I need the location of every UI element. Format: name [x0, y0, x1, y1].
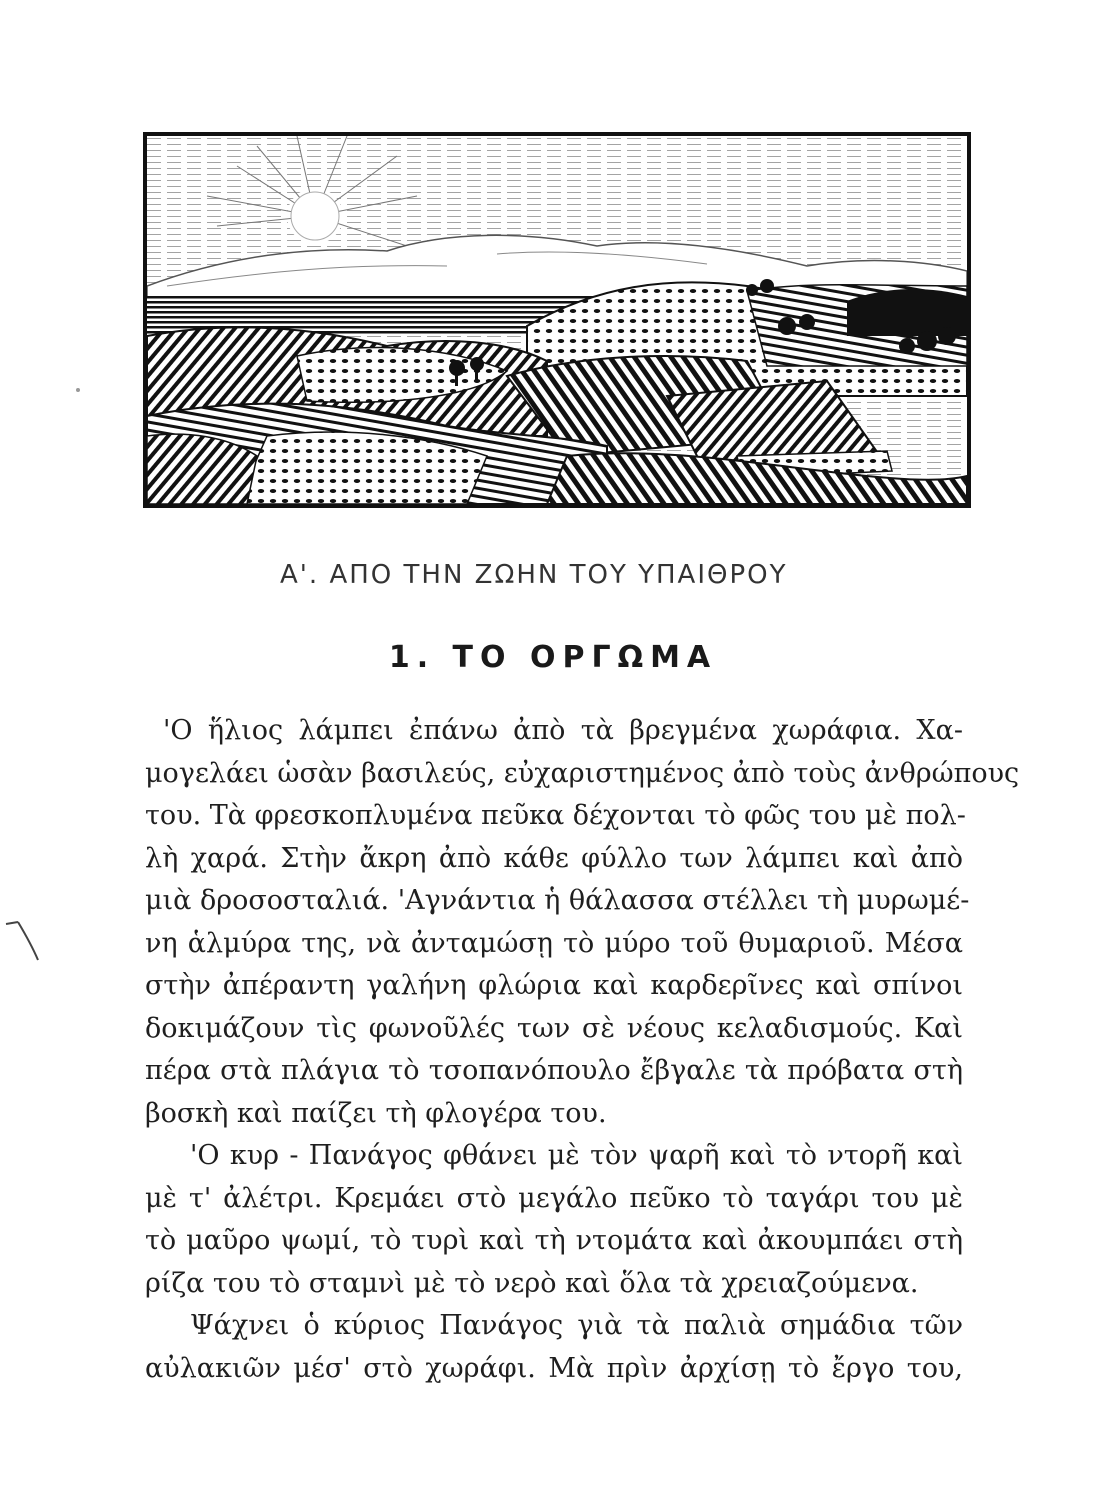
text-line: νη ἁλμύρα της, νὰ ἀνταμώσῃ τὸ μύρο τοῦ θυμαριοῦ. Μέσα — [145, 927, 963, 959]
margin-pencil-mark — [2, 912, 62, 972]
text-line: του. Τὰ φρεσκοπλυμένα πεῦκα δέχονται τὸ φῶς του μὲ πολ- — [145, 800, 966, 831]
text-line: βοσκὴ καὶ παίζει τὴ φλογέρα του. — [145, 1097, 607, 1129]
text-line: στὴν ἀπέραντη γαλήνη φλώρια καὶ καρδερῖνες καὶ σπίνοι — [145, 970, 963, 1001]
text-line: δοκιμάζουν τὶς φωνοῦλές των σὲ νέους κελαδισμούς. Καὶ — [145, 1012, 963, 1044]
page-speck — [76, 388, 80, 392]
text-line: μογελάει ὡσὰν βασιλεύς, εὐχαριστημένος ἀπὸ τοὺς ἀνθρώπους — [145, 757, 1020, 789]
text-line: 'Ο κυρ - Πανάγος φθάνει μὲ τὸν ψαρῆ καὶ τὸ ντορῆ καὶ — [190, 1140, 963, 1171]
landscape-illustration — [143, 132, 971, 508]
text-line: μὲ τ' ἀλέτρι. Κρεμάει στὸ μεγάλο πεῦκο τὸ ταγάρι του μὲ — [145, 1182, 963, 1214]
text-line: αὐλακιῶν μέσ' στὸ χωράφι. Μὰ πρὶν ἀρχίσῃ τὸ ἔργο του, — [145, 1352, 963, 1384]
text-line: ρίζα του τὸ σταμνὶ μὲ τὸ νερὸ καὶ ὅλα τὰ χρειαζούμενα. — [145, 1267, 919, 1299]
text-line: λὴ χαρά. Στὴν ἄκρη ἀπὸ κάθε φύλλο των λάμπει καὶ ἀπὸ — [145, 842, 963, 874]
body-text — [145, 710, 1020, 1390]
text-line: μιὰ δροσοσταλιά. 'Αγνάντια ἡ θάλασσα στέλλει τὴ μυρωμέ- — [145, 885, 970, 916]
text-line: τὸ μαῦρο ψωμί, τὸ τυρὶ καὶ τὴ ντομάτα καὶ ἀκουμπάει στὴ — [145, 1225, 963, 1256]
text-line: Ψάχνει ὁ κύριος Πανάγος γιὰ τὰ παλιὰ σημάδια τῶν — [190, 1310, 963, 1341]
text-line: πέρα στὰ πλάγια τὸ τσοπανόπουλο ἔβγαλε τὰ πρόβατα στὴ — [145, 1055, 963, 1086]
text-line: 'Ο ἥλιος λάμπει ἐπάνω ἀπὸ τὰ βρεγμένα χωράφια. Χα- — [163, 715, 963, 746]
section-heading: Α'. ΑΠΟ ΤΗΝ ΖΩΗΝ ΤΟΥ ΥΠΑΙΘΡΟΥ — [280, 560, 788, 590]
chapter-title: 1. ΤΟ ΟΡΓΩΜΑ — [388, 640, 718, 675]
